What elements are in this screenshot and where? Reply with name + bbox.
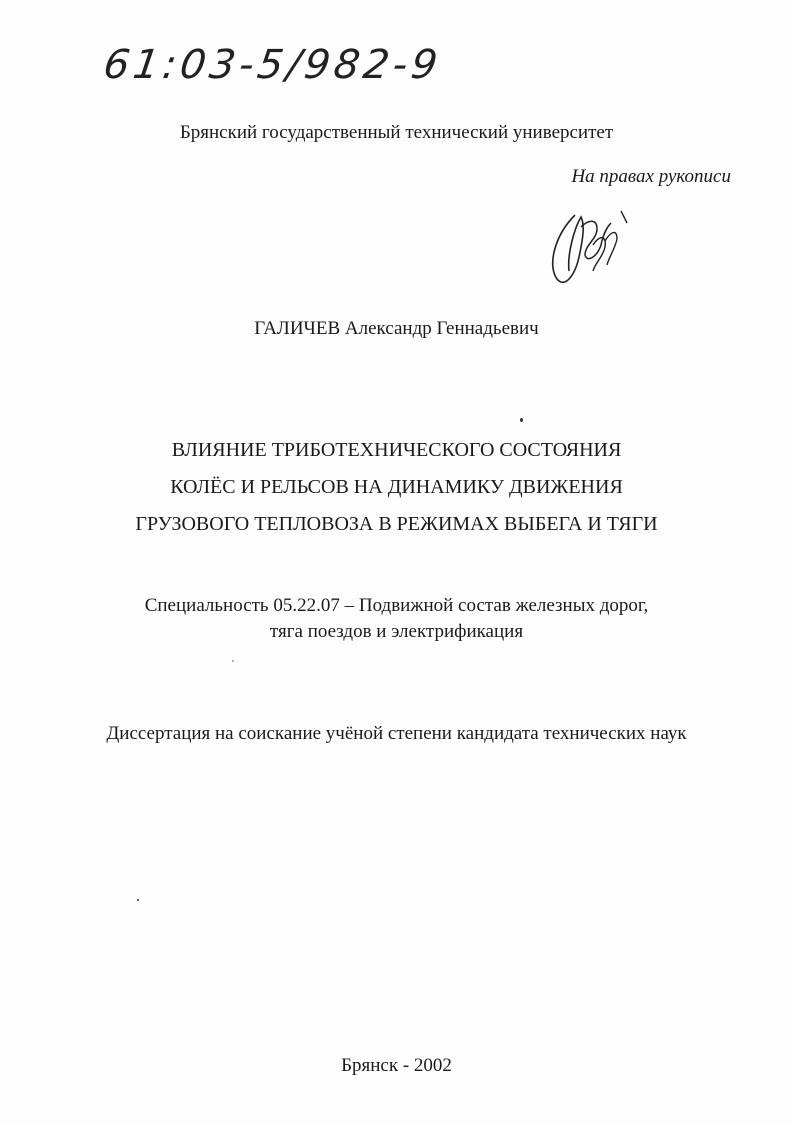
scan-speck [232, 660, 234, 662]
manuscript-rights-note: На правах рукописи [571, 166, 731, 187]
city-year: Брянск - 2002 [341, 1055, 452, 1076]
dissertation-degree: Диссертация на соискание учёной степени кандидата технических наук [106, 723, 687, 744]
title-line: КОЛЁС И РЕЛЬСОВ НА ДИНАМИКУ ДВИЖЕНИЯ [170, 476, 623, 498]
speciality-line: Специальность 05.22.07 – Подвижной состав железных дорог, [144, 595, 649, 616]
speciality-line: тяга поездов и электрификация [269, 621, 524, 642]
signature-image [545, 205, 635, 290]
title-line: ГРУЗОВОГО ТЕПЛОВОЗА В РЕЖИМАХ ВЫБЕГА И ТЯГИ [135, 513, 658, 535]
university-name: Брянский государственный технический университет [179, 122, 614, 143]
scan-speck [520, 418, 523, 422]
author-name: ГАЛИЧЕВ Александр Геннадьевич [254, 318, 539, 339]
archive-code: 61:03-5/982-9 [100, 42, 445, 88]
speciality [0, 593, 793, 645]
scan-speck [137, 899, 139, 901]
dissertation-title [0, 432, 793, 543]
title-line: ВЛИЯНИЕ ТРИБОТЕХНИЧЕСКОГО СОСТОЯНИЯ [171, 439, 622, 461]
